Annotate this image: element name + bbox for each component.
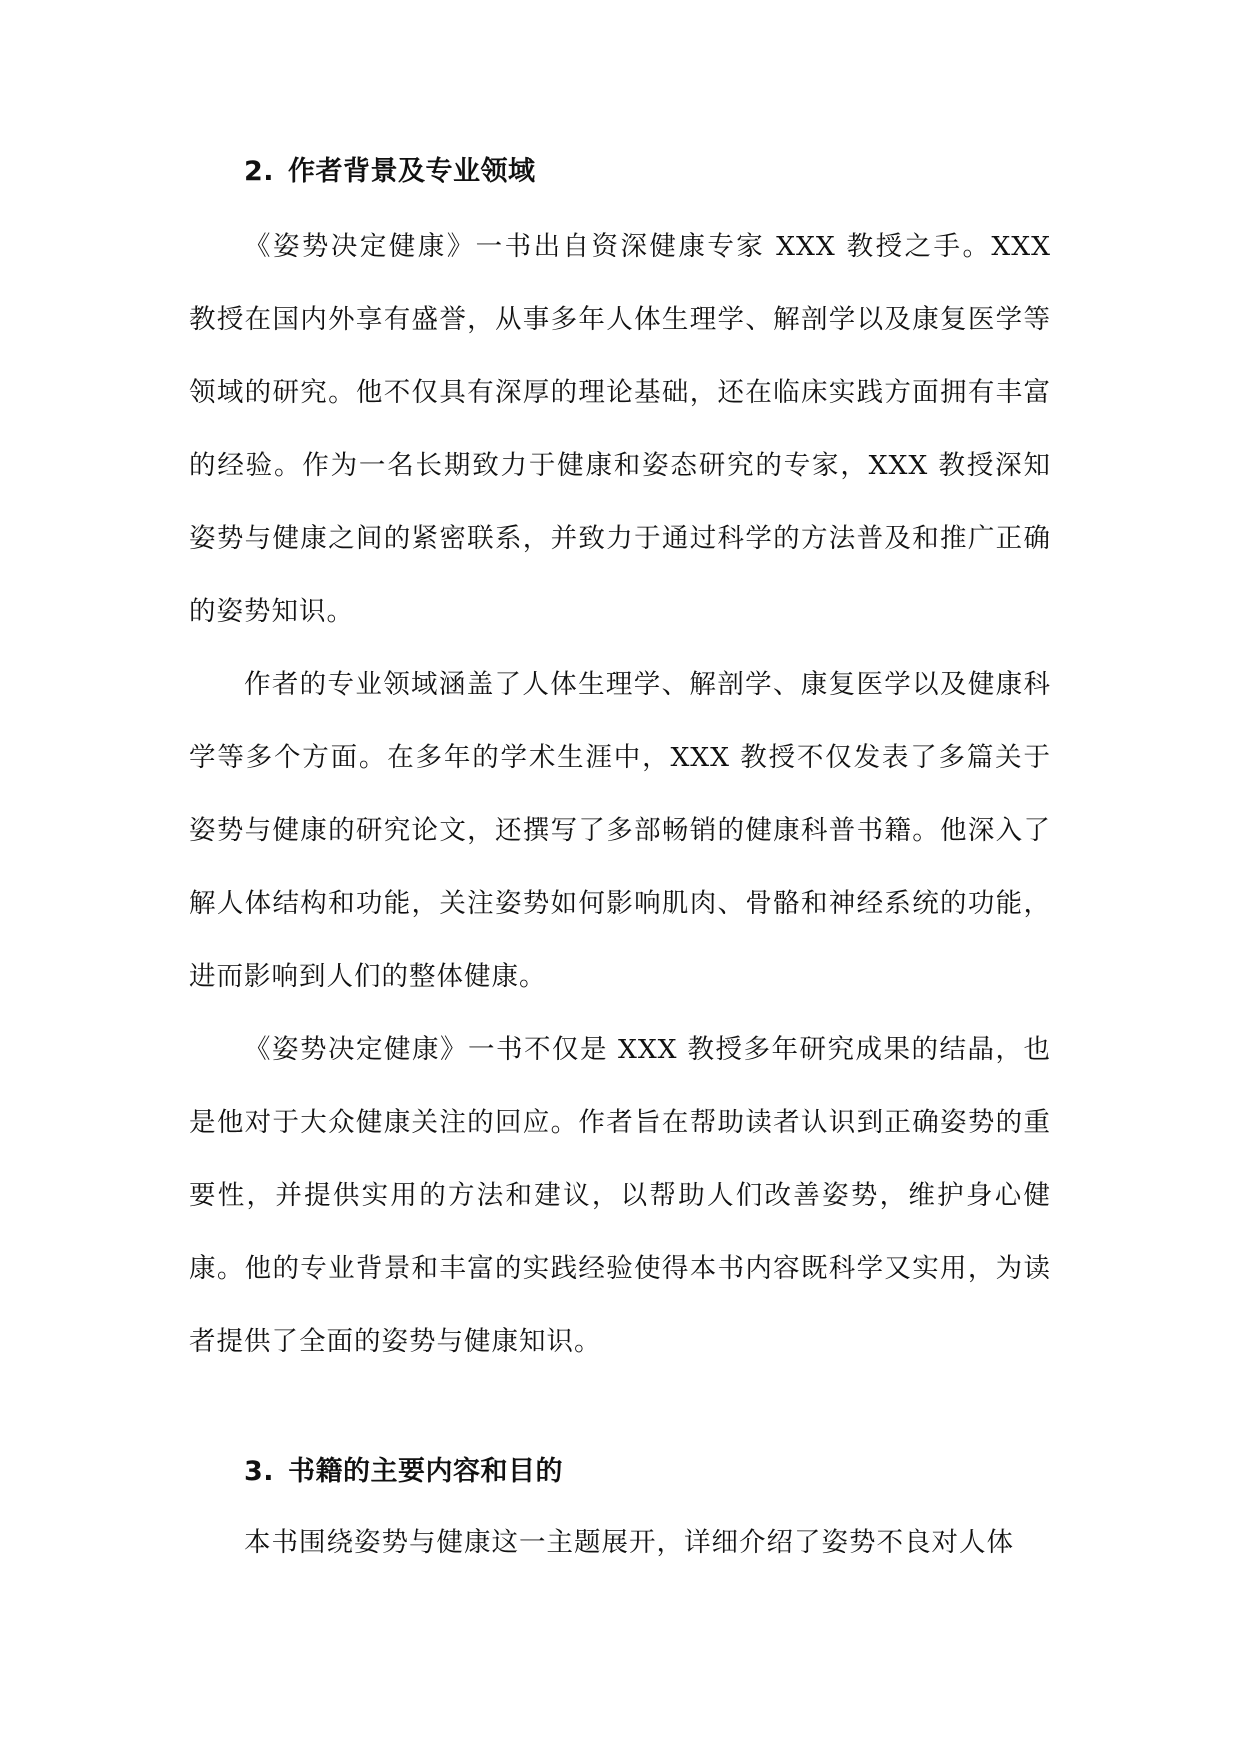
section-heading <box>189 1438 1051 1506</box>
section-number: 2. <box>244 156 275 187</box>
section-title: 书籍的主要内容和目的 <box>288 1456 564 1487</box>
body-paragraph: 本书围绕姿势与健康这一主题展开，详细介绍了姿势不良对人体 <box>244 1527 1014 1558</box>
body-paragraph: 《姿势决定健康》一书出自资深健康专家 XXX 教授之手。XXX 教授在国内外享有盛誉，从事多年人体生理学、解剖学以及康复医学等领域的研究。他不仅具有深厚的理论基础，还在临床实践方面拥有丰富的经验。作为一名长期致力于健康和姿态研究的专家，XXX 教授深知姿势与健康之间的紧密联系，并致力于通过科学的方法普及和推广正确的姿势知识。 <box>189 231 1051 627</box>
section-title: 作者背景及专业领域 <box>288 156 536 187</box>
section-number: 3. <box>244 1456 275 1487</box>
body-paragraph: 《姿势决定健康》一书不仅是 XXX 教授多年研究成果的结晶，也是他对于大众健康关注的回应。作者旨在帮助读者认识到正确姿势的重要性，并提供实用的方法和建议，以帮助人们改善姿势，维护身心健康。他的专业背景和丰富的实践经验使得本书内容既科学又实用，为读者提供了全面的姿势与健康知识。 <box>189 1034 1051 1357</box>
body-paragraph: 作者的专业领域涵盖了人体生理学、解剖学、康复医学以及健康科学等多个方面。在多年的学术生涯中，XXX 教授不仅发表了多篇关于姿势与健康的研究论文，还撰写了多部畅销的健康科普书籍。他深入了解人体结构和功能，关注姿势如何影响肌肉、骨骼和神经系统的功能，进而影响到人们的整体健康。 <box>189 669 1051 992</box>
section-heading <box>189 138 1051 206</box>
page-content <box>189 138 1051 1579</box>
